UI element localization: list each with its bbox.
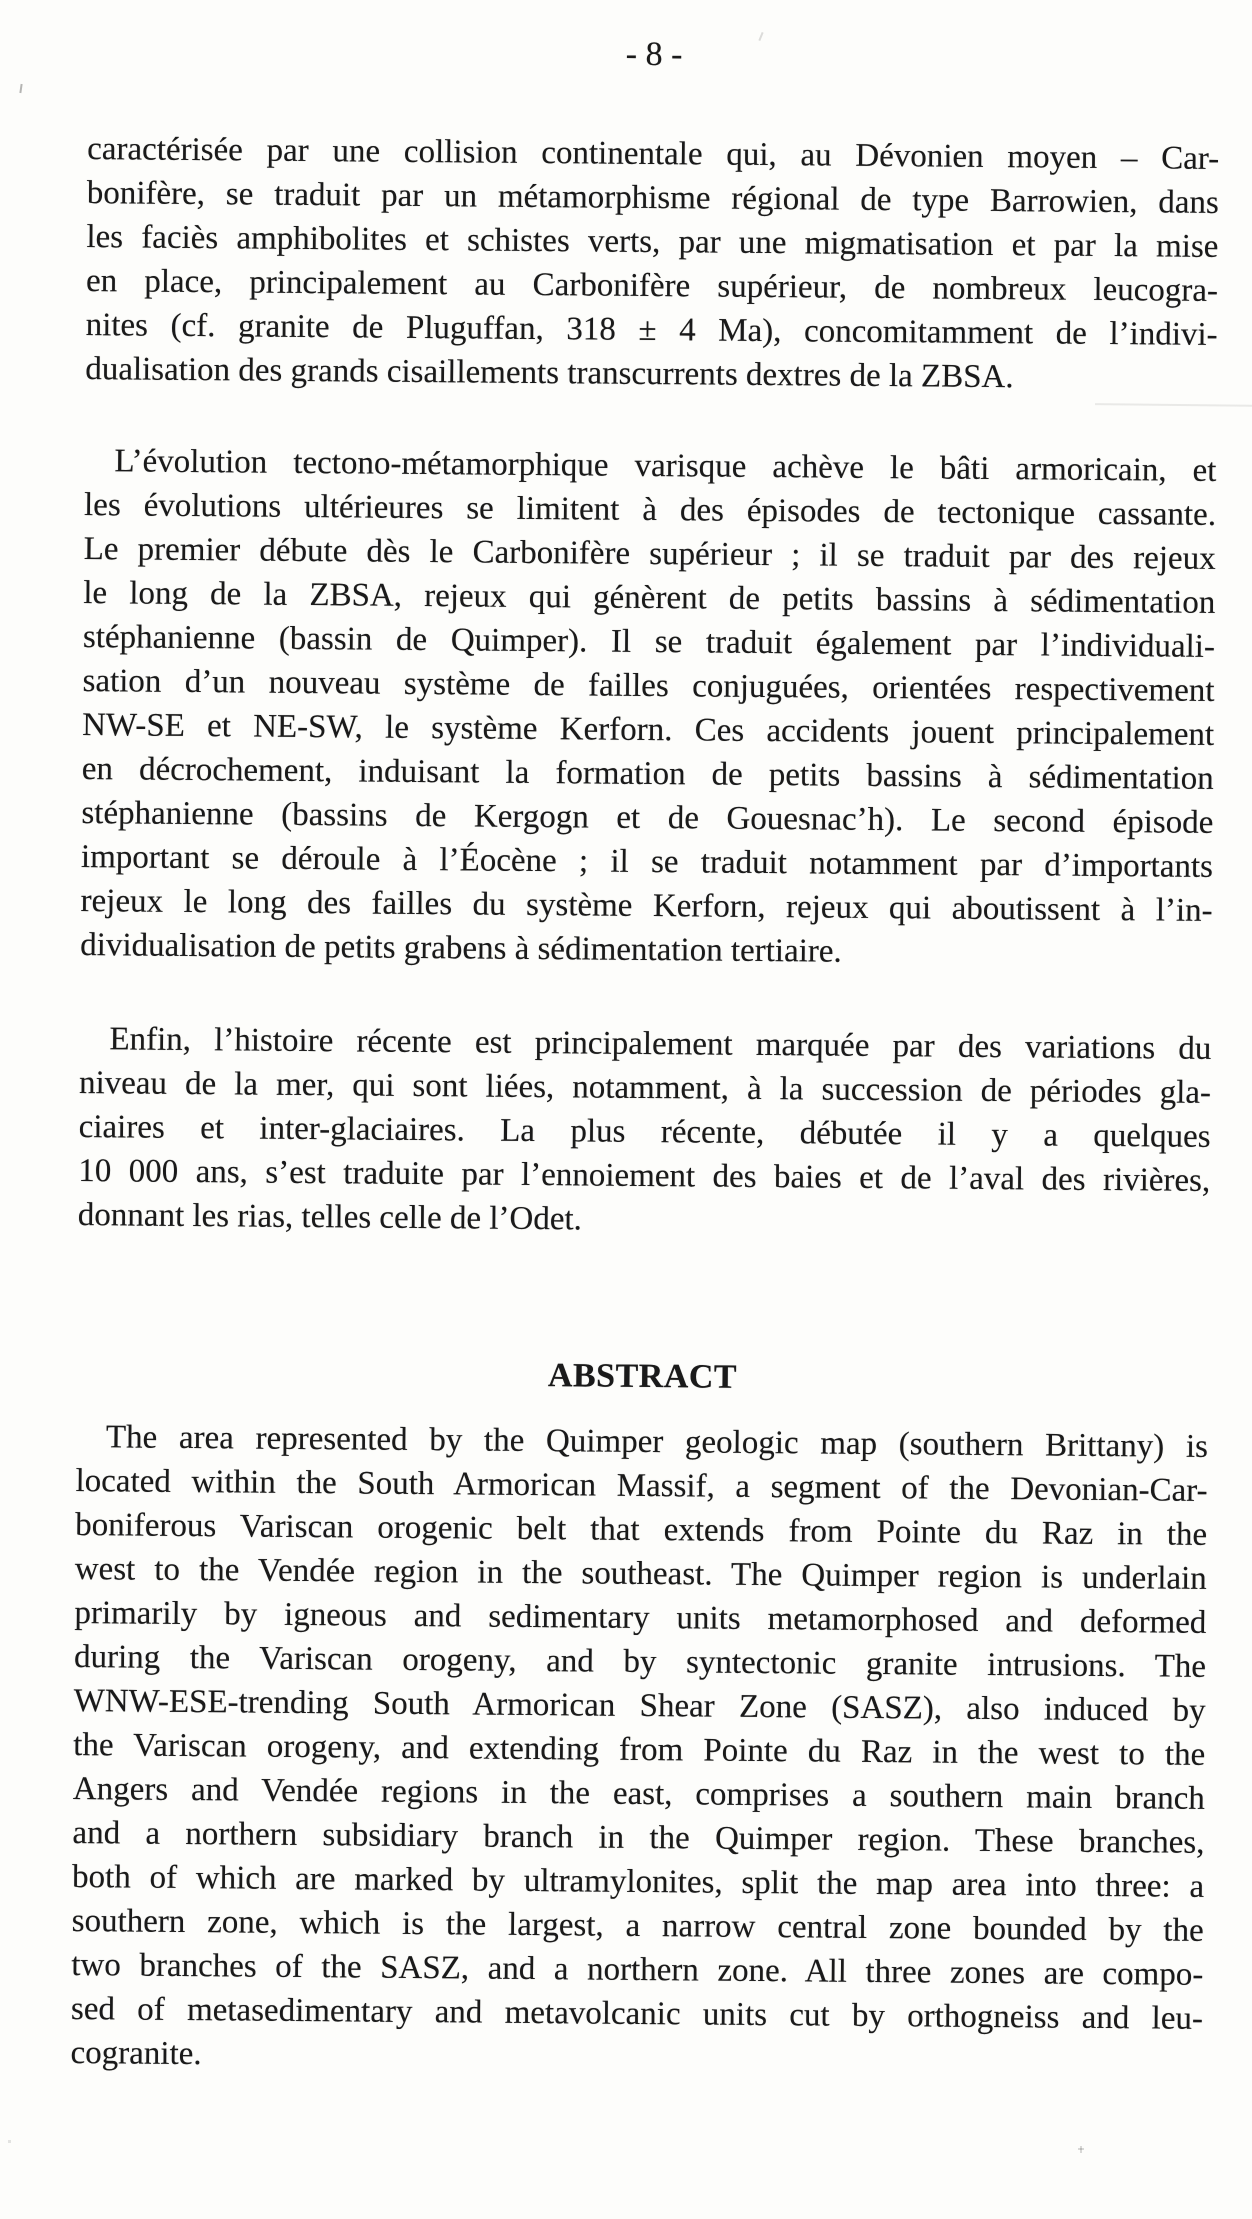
page-number: - 8 -	[625, 35, 683, 74]
text-line: caractérisée par une collision continentale qui, au Dévonien moyen – Car-	[87, 131, 1220, 177]
text-line: sation d’un nouveau système de failles conjuguées, orientées respectivement	[82, 663, 1215, 709]
abstract-heading: ABSTRACT	[547, 1357, 738, 1396]
text-line: donnant les rias, telles celle de l’Odet.	[77, 1197, 583, 1238]
text-line: southern zone, which is the largest, a narrow central zone bounded by the	[71, 1902, 1204, 1949]
text-line: and a northern subsidiary branch in the Quimper region. These branches,	[72, 1814, 1205, 1861]
text-line: Enfin, l’histoire récente est principalement marquée par des variations du	[109, 1021, 1212, 1067]
scanned-text-area	[69, 0, 1220, 2219]
text-line: stéphanienne (bassin de Quimper). Il se traduit également par l’individuali-	[82, 619, 1216, 665]
paragraph-abstract-english	[70, 1415, 1208, 2085]
text-line: the Variscan orogeny, and extending from Pointe du Raz in the west to the	[73, 1726, 1206, 1773]
text-line: WNW-ESE-trending South Armorican Shear Zone (SASZ), also induced by	[73, 1682, 1206, 1729]
text-line: rejeux le long des failles du système Kerforn, rejeux qui aboutissent à l’in-	[80, 883, 1213, 929]
text-line: two branches of the SASZ, and a northern zone. All three zones are compo-	[71, 1946, 1204, 1993]
text-line: dualisation des grands cisaillements transcurrents dextres de la ZBSA.	[85, 351, 1014, 396]
paragraph-french-3	[78, 1017, 1212, 1247]
text-line: le long de la ZBSA, rejeux qui génèrent de petits bassins à sédimentation	[83, 575, 1216, 621]
paragraph-french-2	[80, 439, 1217, 977]
text-line: located within the South Armorican Massif, a segment of the Devonian-Car-	[75, 1463, 1208, 1509]
scan-speck	[8, 2140, 11, 2143]
text-line: 10 000 ans, s’est traduite par l’ennoiement des baies et de l’aval des rivières,	[78, 1153, 1211, 1199]
text-line: during the Variscan orogeny, and by syntectonic granite intrusions. The	[73, 1639, 1207, 1685]
text-line: L’évolution tectono-métamorphique varisque achève le bâti armoricain, et	[114, 443, 1217, 489]
scan-speck	[1080, 2146, 1082, 2153]
text-line: en décrochement, induisant la formation de petits bassins à sédimentation	[81, 751, 1214, 797]
text-line: both of which are marked by ultramylonites, split the map area into three: a	[71, 1858, 1205, 1905]
text-line: Angers and Vendée regions in the east, comprises a southern main branch	[72, 1770, 1206, 1817]
text-line: dividualisation de petits grabens à sédimentation tertiaire.	[80, 927, 842, 970]
text-line: les évolutions ultérieures se limitent à des épisodes de tectonique cassante.	[83, 487, 1217, 533]
text-line: sed of metasedimentary and metavolcanic units cut by orthogneiss and leu-	[70, 1990, 1204, 2037]
text-line: en place, principalement au Carbonifère supérieur, de nombreux leucogra-	[85, 263, 1219, 309]
text-line: bonifère, se traduit par un métamorphisme régional de type Barrowien, dans	[86, 175, 1219, 221]
text-line: niveau de la mer, qui sont liées, notamment, à la succession de périodes gla-	[78, 1065, 1212, 1111]
text-line: important se déroule à l’Éocène ; il se traduit notamment par d’importants	[80, 839, 1214, 885]
text-line: les faciès amphibolites et schistes verts, par une migmatisation et par la mise	[86, 219, 1219, 265]
text-line: NW-SE et NE-SW, le système Kerforn. Ces accidents jouent principalement	[82, 707, 1215, 753]
text-line: stéphanienne (bassins de Kergogn et de Gouesnac’h). Le second épisode	[81, 795, 1214, 841]
text-line: boniferous Variscan orogenic belt that extends from Pointe du Raz in the	[75, 1507, 1208, 1553]
text-line: nites (cf. granite de Pluguffan, 318 ± 4 Ma), concomitamment de l’indivi-	[85, 307, 1218, 353]
text-line: The area represented by the Quimper geologic map (southern Brittany) is	[105, 1419, 1209, 1465]
text-line: west to the Vendée region in the southeast. The Quimper region is underlain	[74, 1551, 1207, 1597]
text-line: primarily by igneous and sedimentary units metamorphosed and deformed	[74, 1595, 1207, 1641]
paragraph-french-1	[85, 127, 1219, 401]
text-line: ciaires et inter-glaciaires. La plus récente, débutée il y a quelques	[78, 1109, 1211, 1155]
text-line: cogranite.	[70, 2034, 202, 2073]
scan-speck	[19, 84, 22, 93]
text-line: Le premier débute dès le Carbonifère supérieur ; il se traduit par des rejeux	[83, 531, 1216, 577]
